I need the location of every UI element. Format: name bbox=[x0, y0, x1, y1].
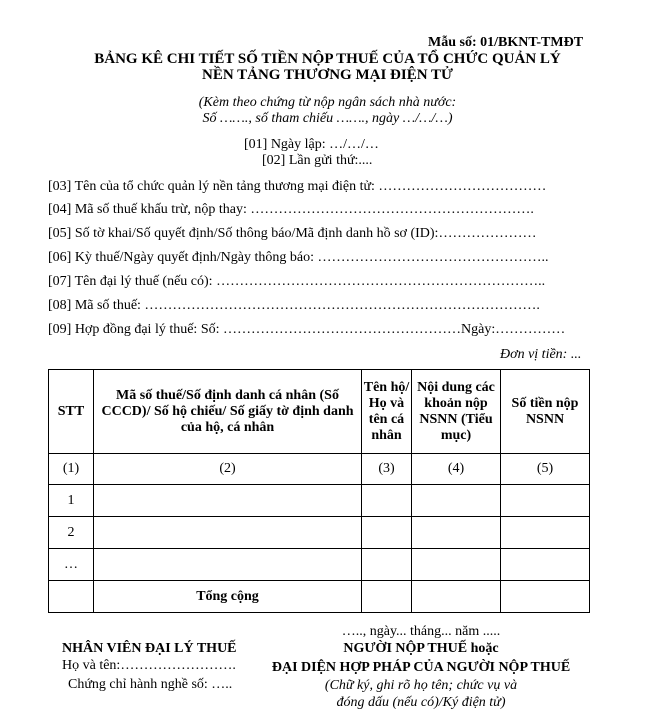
field-03: [03] Tên của tổ chức quản lý nền tảng thương mại điện tử: ……………………………… bbox=[48, 179, 547, 194]
agent-name-line: Họ và tên:……………………. bbox=[62, 658, 236, 673]
table-cell bbox=[49, 581, 94, 613]
header-stt: STT bbox=[49, 370, 94, 454]
index-row bbox=[49, 454, 590, 485]
signature-note-1: (Chữ ký, ghi rõ họ tên; chức vụ và bbox=[324, 678, 518, 693]
currency-unit: Đơn vị tiền: ... bbox=[500, 347, 582, 362]
table-cell[interactable] bbox=[412, 549, 501, 581]
taxpayer-title-2: ĐẠI DIỆN HỢP PHÁP CỦA NGƯỜI NỘP THUẾ bbox=[271, 660, 571, 675]
table-cell[interactable] bbox=[501, 517, 590, 549]
title-line-1: BẢNG KÊ CHI TIẾT SỐ TIỀN NỘP THUẾ CỦA TỔ CHỨC QUẢN LÝ bbox=[94, 51, 561, 67]
header-tax-id: Mã số thuế/Số định danh cá nhân (Số CCCD)/ Số hộ chiếu/ Số giấy tờ định danh của hộ, cá nhân bbox=[94, 370, 362, 454]
table-cell[interactable] bbox=[412, 581, 501, 613]
table-cell[interactable] bbox=[94, 517, 362, 549]
index-cell: (2) bbox=[94, 454, 362, 485]
row-number: 2 bbox=[49, 517, 94, 549]
subtitle-line-1: (Kèm theo chứng từ nộp ngân sách nhà nước: bbox=[198, 95, 457, 110]
table-cell[interactable] bbox=[362, 517, 412, 549]
field-04: [04] Mã số thuế khấu trừ, nộp thay: ……………………………………………………. bbox=[48, 202, 534, 217]
header-amount: Số tiền nộp NSNN bbox=[501, 370, 590, 454]
title-line-2: NỀN TẢNG THƯƠNG MẠI ĐIỆN TỬ bbox=[201, 67, 453, 83]
tax-detail-table bbox=[48, 369, 590, 613]
table-cell[interactable] bbox=[362, 549, 412, 581]
date-created: [01] Ngày lập: …/…/… bbox=[244, 137, 379, 152]
row-number: 1 bbox=[49, 485, 94, 517]
table-cell[interactable] bbox=[501, 549, 590, 581]
table-cell[interactable] bbox=[94, 485, 362, 517]
field-06: [06] Kỳ thuế/Ngày quyết định/Ngày thông báo: ………………………………………….. bbox=[48, 250, 549, 265]
right-signature-block bbox=[256, 624, 586, 712]
table-cell[interactable] bbox=[362, 581, 412, 613]
table-header-row bbox=[49, 370, 590, 454]
total-row bbox=[49, 581, 590, 613]
signature-note-2: đóng dấu (nếu có)/Ký điện tử) bbox=[336, 695, 506, 710]
submission-number: [02] Lần gửi thứ:.... bbox=[262, 153, 373, 168]
form-code: Mẫu số: 01/BKNT-TMĐT bbox=[428, 35, 584, 50]
table-cell[interactable] bbox=[501, 581, 590, 613]
subtitle-line-2: Số ……., số tham chiếu ……., ngày …/…/…) bbox=[202, 111, 453, 126]
header-name: Tên hộ/ Họ và tên cá nhân bbox=[362, 370, 412, 454]
taxpayer-title-1: NGƯỜI NỘP THUẾ hoặc bbox=[343, 641, 499, 656]
field-08: [08] Mã số thuế: …………………………………………………………………………. bbox=[48, 298, 540, 313]
index-cell: (1) bbox=[49, 454, 94, 485]
field-09: [09] Hợp đồng đại lý thuế: Số: ……………………………………………Ngày:…………… bbox=[48, 322, 566, 337]
table-row bbox=[49, 517, 590, 549]
field-05: [05] Số tờ khai/Số quyết định/Số thông báo/Mã định danh hồ sơ (ID):………………… bbox=[48, 226, 537, 241]
header-content: Nội dung các khoản nộp NSNN (Tiểu mục) bbox=[412, 370, 501, 454]
field-07: [07] Tên đại lý thuế (nếu có): …………………………………………………………….. bbox=[48, 274, 546, 289]
left-signature-block bbox=[62, 641, 237, 657]
index-cell: (4) bbox=[412, 454, 501, 485]
agent-cert-line: Chứng chỉ hành nghề số: ….. bbox=[68, 677, 233, 692]
total-label: Tổng cộng bbox=[94, 581, 362, 613]
table-cell[interactable] bbox=[412, 517, 501, 549]
table-row bbox=[49, 549, 590, 581]
table-cell[interactable] bbox=[501, 485, 590, 517]
index-cell: (5) bbox=[501, 454, 590, 485]
index-cell: (3) bbox=[362, 454, 412, 485]
table-cell[interactable] bbox=[412, 485, 501, 517]
row-number: … bbox=[49, 549, 94, 581]
table-cell[interactable] bbox=[362, 485, 412, 517]
table-cell[interactable] bbox=[94, 549, 362, 581]
sign-date-line: ….., ngày... tháng... năm ..... bbox=[341, 624, 501, 639]
agent-title: NHÂN VIÊN ĐẠI LÝ THUẾ bbox=[62, 641, 237, 656]
table-row bbox=[49, 485, 590, 517]
